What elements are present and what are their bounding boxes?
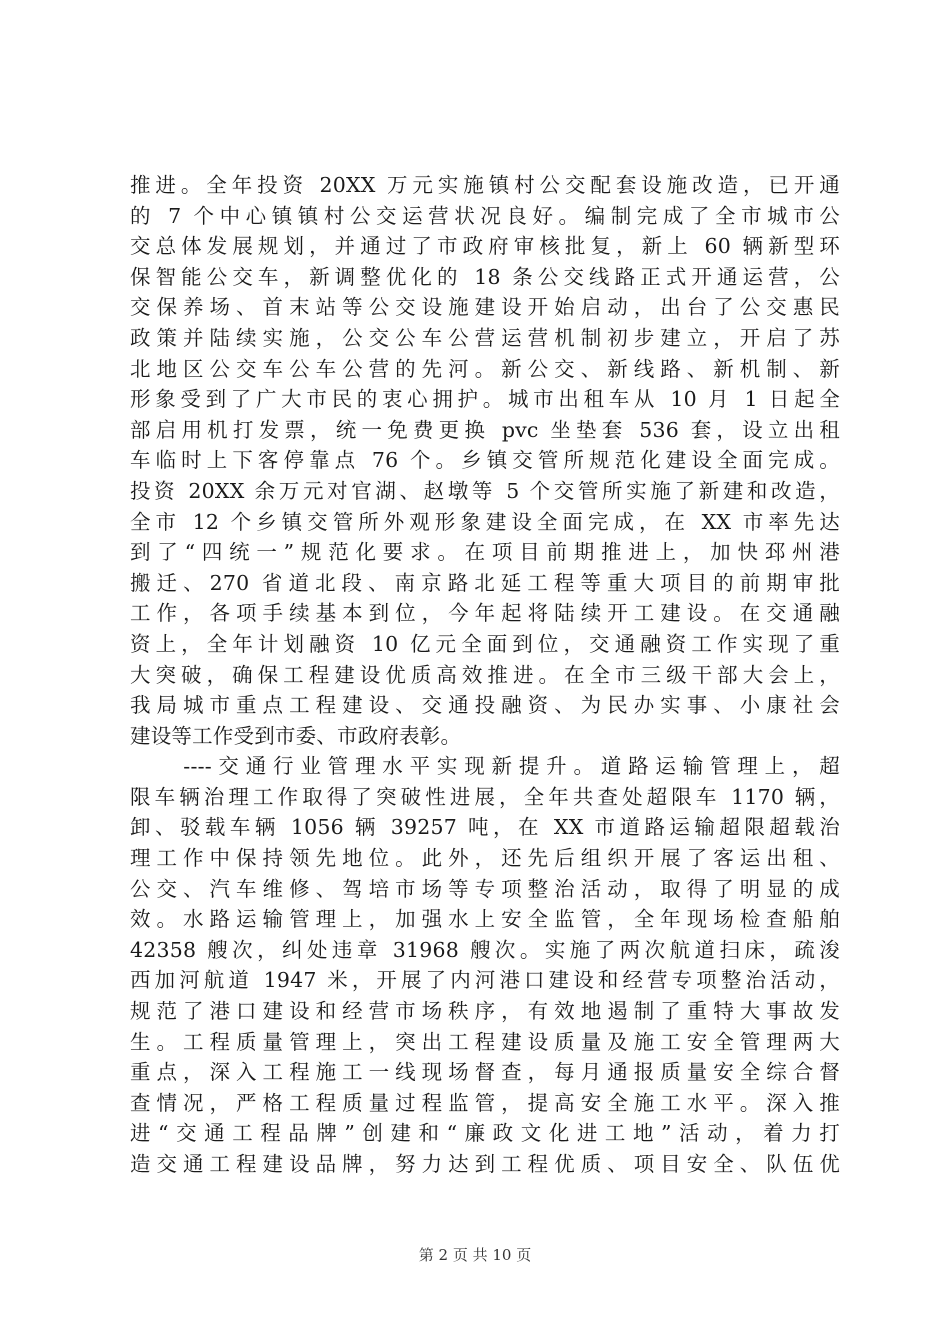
- text-line: 西加河航道 1947 米，开展了内河港口建设和经营专项整治活动，: [130, 968, 840, 993]
- text-line: 我局城市重点工程建设、交通投融资、为民办实事、小康社会: [130, 693, 840, 718]
- text-line: 的 7 个中心镇镇村公交运营状况良好。编制完成了全市城市公: [130, 203, 840, 228]
- text-line: 资上，全年计划融资 10 亿元全面到位，交通融资工作实现了重: [130, 631, 840, 656]
- text-line: 车临时上下客停靠点 76 个。乡镇交管所规范化建设全面完成。: [130, 448, 840, 473]
- text-line: 工作，各项手续基本到位，今年起将陆续开工建设。在交通融: [130, 601, 840, 626]
- text-line: 全市 12 个乡镇交管所外观形象建设全面完成，在 XX 市率先达: [130, 509, 840, 534]
- text-line: 42358 艘次，纠处违章 31968 艘次。实施了两次航道扫床，疏浚: [130, 937, 840, 962]
- text-line: 政策并陆续实施，公交公车公营运营机制初步建立，开启了苏: [130, 325, 840, 350]
- text-line: 大突破，确保工程建设优质高效推进。在全市三级干部大会上，: [130, 662, 840, 687]
- text-line: 推进。全年投资 20XX 万元实施镇村公交配套设施改造，已开通: [130, 173, 840, 197]
- body-text: [130, 170, 840, 1180]
- text-line: 投资 20XX 余万元对官湖、赵墩等 5 个交管所实施了新建和改造，: [130, 478, 840, 503]
- text-line: 交总体发展规划，并通过了市政府审核批复，新上 60 辆新型环: [130, 234, 840, 259]
- text-line: 北地区公交车公车公营的先河。新公交、新线路、新机制、新: [130, 356, 840, 381]
- text-line: 限车辆治理工作取得了突破性进展，全年共查处超限车 1170 辆，: [130, 784, 840, 809]
- text-line: 交保养场、首末站等公交设施建设开始启动，出台了公交惠民: [130, 295, 840, 320]
- text-line: 造交通工程建设品牌，努力达到工程优质、项目安全、队伍优: [130, 1152, 840, 1176]
- text-line: 建设等工作受到市委、市政府表彰。: [130, 723, 462, 748]
- text-line: 部启用机打发票，统一免费更换 pvc 坐垫套 536 套，设立出租: [130, 417, 840, 442]
- text-line: 形象受到了广大市民的衷心拥护。城市出租车从 10 月 1 日起全: [130, 387, 840, 412]
- text-line: 进“交通工程品牌”创建和“廉政文化进工地”活动，着力打: [130, 1121, 840, 1146]
- text-line: 理工作中保持领先地位。此外，还先后组织开展了客运出租、: [130, 846, 840, 871]
- text-line: 保智能公交车，新调整优化的 18 条公交线路正式开通运营，公: [130, 264, 840, 289]
- text-line: 生。工程质量管理上，突出工程建设质量及施工安全管理两大: [130, 1029, 840, 1054]
- text-line: 到了“四统一”规范化要求。在项目前期推进上，加快邳州港: [130, 540, 840, 565]
- text-line: 重点，深入工程施工一线现场督查，每月通报质量安全综合督: [130, 1060, 840, 1085]
- text-line: 公交、汽车维修、驾培市场等专项整治活动，取得了明显的成: [130, 876, 840, 901]
- text-line: 效。水路运输管理上，加强水上安全监管，全年现场检查船舶: [130, 907, 840, 932]
- text-line: 查情况，严格工程质量过程监管，提高安全施工水平。深入推: [130, 1090, 840, 1115]
- text-line: ----交通行业管理水平实现新提升。道路运输管理上，超: [130, 754, 840, 779]
- page-footer: 第 2 页 共 10 页: [418, 1246, 532, 1264]
- text-line: 规范了港口建设和经营市场秩序，有效地遏制了重特大事故发: [130, 999, 840, 1024]
- text-line: 卸、驳载车辆 1056 辆 39257 吨，在 XX 市道路运输超限超载治: [130, 815, 840, 840]
- text-line: 搬迁、270 省道北段、南京路北延工程等重大项目的前期审批: [130, 570, 840, 595]
